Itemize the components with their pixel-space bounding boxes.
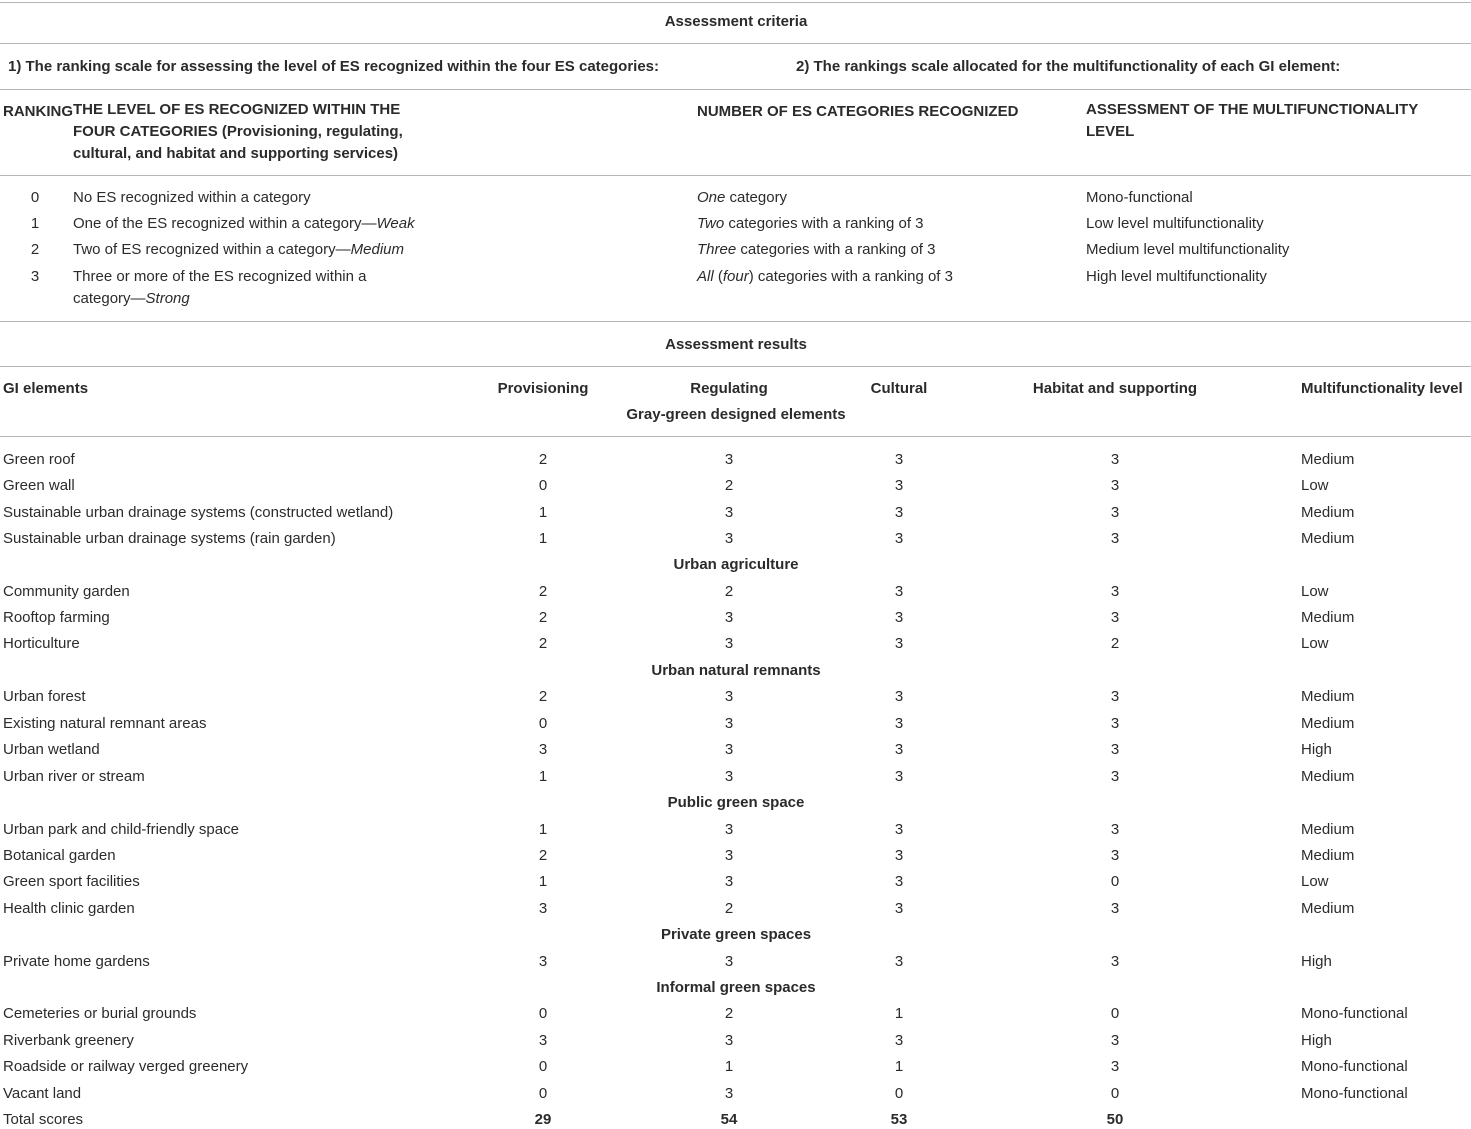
- cultural-score: 3: [894, 821, 904, 838]
- habitat-score: 3: [1110, 688, 1120, 705]
- col-multifunctionality: Multifunctionality level: [1301, 380, 1463, 397]
- rank-value: 2: [30, 241, 40, 258]
- group-title: Urban agriculture: [673, 556, 799, 573]
- habitat-score: 3: [1110, 741, 1120, 758]
- element-name: Cemeteries or burial grounds: [3, 1005, 197, 1022]
- regulating-score: 3: [724, 821, 734, 838]
- multifunctionality-level: Medium: [1301, 609, 1355, 626]
- regulating-score: 3: [724, 715, 734, 732]
- provisioning-score: 3: [538, 1032, 548, 1049]
- header-assessment: ASSESSMENT OF THE MULTIFUNCTIONALITY LEVEL: [1086, 101, 1418, 140]
- habitat-score: 0: [1110, 1085, 1120, 1102]
- total-provisioning: 29: [534, 1111, 552, 1128]
- regulating-score: 3: [724, 635, 734, 652]
- col-provisioning: Provisioning: [497, 380, 589, 397]
- provisioning-score: 1: [538, 530, 548, 547]
- element-name: Vacant land: [3, 1085, 82, 1102]
- multifunctionality-level: High: [1301, 741, 1332, 758]
- multifunctionality-level: Medium: [1301, 847, 1355, 864]
- element-name: Roadside or railway verged greenery: [3, 1058, 249, 1075]
- multifunctionality-level: High: [1301, 1032, 1332, 1049]
- habitat-score: 3: [1110, 768, 1120, 785]
- results-header-rule: [0, 436, 1471, 437]
- provisioning-score: 0: [538, 1085, 548, 1102]
- element-name: Sustainable urban drainage systems (rain garden): [3, 530, 336, 547]
- multifunctionality-level: Medium: [1301, 715, 1355, 732]
- multifunctionality-level: Medium: [1301, 451, 1355, 468]
- regulating-score: 3: [724, 847, 734, 864]
- col-cultural: Cultural: [870, 380, 928, 397]
- number-text: All (four) categories with a ranking of 3: [697, 268, 953, 285]
- regulating-score: 3: [724, 504, 734, 521]
- regulating-score: 3: [724, 530, 734, 547]
- provisioning-score: 3: [538, 900, 548, 917]
- results-title-rule: [0, 366, 1471, 367]
- provisioning-score: 2: [538, 451, 548, 468]
- header-level: THE LEVEL OF ES RECOGNIZED WITHIN THE FOUR CATEGORIES (Provisioning, regulating, cultural, and habitat and supporting services): [73, 101, 403, 162]
- number-text: One category: [697, 189, 788, 206]
- element-name: Riverbank greenery: [3, 1032, 134, 1049]
- habitat-score: 3: [1110, 715, 1120, 732]
- regulating-score: 3: [724, 768, 734, 785]
- habitat-score: 3: [1110, 1032, 1120, 1049]
- cultural-score: 3: [894, 953, 904, 970]
- cultural-score: 3: [894, 1032, 904, 1049]
- provisioning-score: 1: [538, 873, 548, 890]
- provisioning-score: 2: [538, 847, 548, 864]
- assessment-text: High level multifunctionality: [1086, 268, 1267, 285]
- provisioning-score: 2: [538, 583, 548, 600]
- regulating-score: 2: [724, 583, 734, 600]
- level-text: No ES recognized within a category: [73, 189, 311, 206]
- criteria-end-rule: [0, 321, 1471, 322]
- multifunctionality-level: Medium: [1301, 504, 1355, 521]
- cultural-score: 3: [894, 477, 904, 494]
- habitat-score: 3: [1110, 1058, 1120, 1075]
- element-name: Green wall: [3, 477, 75, 494]
- multifunctionality-level: Low: [1301, 583, 1329, 600]
- scale2-title: 2) The rankings scale allocated for the multifunctionality of each GI element:: [796, 58, 1341, 75]
- element-name: Sustainable urban drainage systems (constructed wetland): [3, 504, 394, 521]
- multifunctionality-level: Medium: [1301, 688, 1355, 705]
- element-name: Urban wetland: [3, 741, 100, 758]
- group-title: Gray-green designed elements: [626, 406, 846, 423]
- level-text: Two of ES recognized within a category—Medium: [73, 241, 404, 258]
- provisioning-score: 0: [538, 1058, 548, 1075]
- group-title: Urban natural remnants: [651, 662, 821, 679]
- provisioning-score: 2: [538, 609, 548, 626]
- cultural-score: 3: [894, 583, 904, 600]
- habitat-score: 0: [1110, 1005, 1120, 1022]
- regulating-score: 2: [724, 900, 734, 917]
- habitat-score: 3: [1110, 477, 1120, 494]
- habitat-score: 3: [1110, 609, 1120, 626]
- multifunctionality-level: Medium: [1301, 821, 1355, 838]
- element-name: Urban forest: [3, 688, 86, 705]
- element-name: Existing natural remnant areas: [3, 715, 207, 732]
- multifunctionality-level: Medium: [1301, 530, 1355, 547]
- level-text: Three or more of the ES recognized within a category—Strong: [73, 268, 367, 307]
- habitat-score: 2: [1110, 635, 1120, 652]
- top-rule: [0, 2, 1471, 3]
- rank-value: 3: [30, 268, 40, 285]
- multifunctionality-level: Mono-functional: [1301, 1085, 1408, 1102]
- regulating-score: 3: [724, 953, 734, 970]
- col-habitat: Habitat and supporting: [1032, 380, 1198, 397]
- habitat-score: 3: [1110, 953, 1120, 970]
- provisioning-score: 2: [538, 688, 548, 705]
- regulating-score: 3: [724, 741, 734, 758]
- provisioning-score: 3: [538, 953, 548, 970]
- provisioning-score: 1: [538, 821, 548, 838]
- regulating-score: 3: [724, 609, 734, 626]
- element-name: Community garden: [3, 583, 130, 600]
- element-name: Green roof: [3, 451, 75, 468]
- cultural-score: 0: [894, 1085, 904, 1102]
- provisioning-score: 3: [538, 741, 548, 758]
- rank-value: 1: [30, 215, 40, 232]
- habitat-score: 3: [1110, 530, 1120, 547]
- assessment-text: Mono-functional: [1086, 189, 1193, 206]
- header-number: NUMBER OF ES CATEGORIES RECOGNIZED: [697, 103, 1019, 120]
- regulating-score: 3: [724, 1085, 734, 1102]
- cultural-score: 3: [894, 715, 904, 732]
- provisioning-score: 1: [538, 504, 548, 521]
- group-title: Informal green spaces: [656, 979, 816, 996]
- number-text: Two categories with a ranking of 3: [697, 215, 924, 232]
- element-name: Urban river or stream: [3, 768, 145, 785]
- col-gi-elements: GI elements: [3, 380, 89, 397]
- regulating-score: 3: [724, 451, 734, 468]
- regulating-score: 3: [724, 1032, 734, 1049]
- cultural-score: 3: [894, 847, 904, 864]
- number-text: Three categories with a ranking of 3: [697, 241, 936, 258]
- header-ranking: RANKING: [3, 103, 73, 120]
- habitat-score: 3: [1110, 504, 1120, 521]
- habitat-score: 3: [1110, 847, 1120, 864]
- multifunctionality-level: Medium: [1301, 900, 1355, 917]
- habitat-score: 3: [1110, 821, 1120, 838]
- multifunctionality-level: Mono-functional: [1301, 1005, 1408, 1022]
- rank-value: 0: [30, 189, 40, 206]
- regulating-score: 1: [724, 1058, 734, 1075]
- multifunctionality-level: Mono-functional: [1301, 1058, 1408, 1075]
- regulating-score: 3: [724, 873, 734, 890]
- habitat-score: 3: [1110, 451, 1120, 468]
- cultural-score: 3: [894, 530, 904, 547]
- criteria-header-rule: [0, 175, 1471, 176]
- criteria-title: Assessment criteria: [664, 13, 808, 30]
- provisioning-score: 0: [538, 1005, 548, 1022]
- habitat-score: 0: [1110, 873, 1120, 890]
- assessment-text: Low level multifunctionality: [1086, 215, 1264, 232]
- provisioning-score: 0: [538, 477, 548, 494]
- cultural-score: 3: [894, 741, 904, 758]
- scale1-title: 1) The ranking scale for assessing the level of ES recognized within the four ES categories:: [8, 58, 660, 75]
- cultural-score: 1: [894, 1058, 904, 1075]
- cultural-score: 3: [894, 873, 904, 890]
- multifunctionality-level: High: [1301, 953, 1332, 970]
- multifunctionality-level: Low: [1301, 635, 1329, 652]
- habitat-score: 3: [1110, 583, 1120, 600]
- regulating-score: 2: [724, 1005, 734, 1022]
- cultural-score: 3: [894, 688, 904, 705]
- cultural-score: 3: [894, 768, 904, 785]
- cultural-score: 1: [894, 1005, 904, 1022]
- col-regulating: Regulating: [690, 380, 768, 397]
- multifunctionality-level: Low: [1301, 477, 1329, 494]
- cultural-score: 3: [894, 609, 904, 626]
- cultural-score: 3: [894, 900, 904, 917]
- regulating-score: 3: [724, 688, 734, 705]
- element-name: Health clinic garden: [3, 900, 135, 917]
- cultural-score: 3: [894, 635, 904, 652]
- criteria-rule: [0, 43, 1471, 44]
- scale-title-rule: [0, 89, 1471, 90]
- group-title: Public green space: [667, 794, 805, 811]
- cultural-score: 3: [894, 504, 904, 521]
- total-habitat: 50: [1106, 1111, 1124, 1128]
- habitat-score: 3: [1110, 900, 1120, 917]
- totals-label: Total scores: [3, 1111, 84, 1128]
- element-name: Urban park and child-friendly space: [3, 821, 239, 838]
- assessment-text: Medium level multifunctionality: [1086, 241, 1290, 258]
- regulating-score: 2: [724, 477, 734, 494]
- group-title: Private green spaces: [660, 926, 812, 943]
- total-regulating: 54: [720, 1111, 738, 1128]
- element-name: Green sport facilities: [3, 873, 140, 890]
- element-name: Rooftop farming: [3, 609, 110, 626]
- multifunctionality-level: Medium: [1301, 768, 1355, 785]
- multifunctionality-level: Low: [1301, 873, 1329, 890]
- provisioning-score: 1: [538, 768, 548, 785]
- total-cultural: 53: [890, 1111, 908, 1128]
- element-name: Horticulture: [3, 635, 80, 652]
- provisioning-score: 2: [538, 635, 548, 652]
- results-title: Assessment results: [665, 336, 807, 353]
- level-text: One of the ES recognized within a category—Weak: [73, 215, 415, 232]
- element-name: Private home gardens: [3, 953, 150, 970]
- element-name: Botanical garden: [3, 847, 116, 864]
- provisioning-score: 0: [538, 715, 548, 732]
- cultural-score: 3: [894, 451, 904, 468]
